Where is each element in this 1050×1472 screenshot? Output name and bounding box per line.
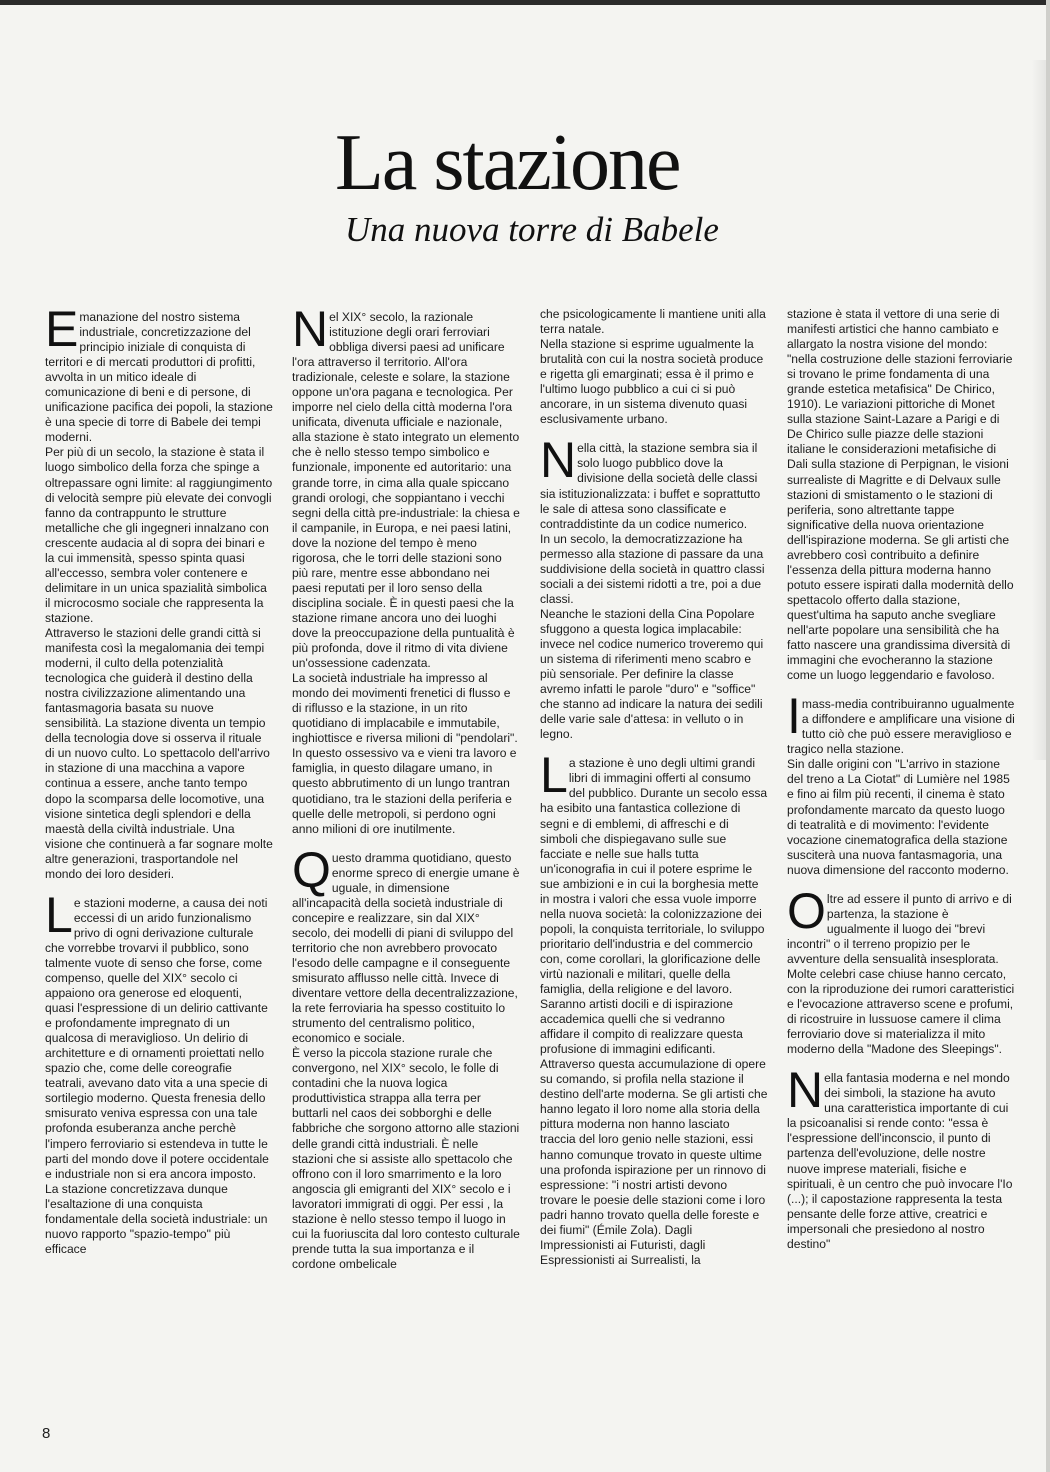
article-title: La stazione xyxy=(335,119,680,207)
paragraph: Attraverso questa accumulazione di opere su comando, si profila nella stazione il destino dell'arte moderna. Se gli artisti che hanno legato il loro nome alla storia della pittura moderna non hanno lasciato traccia del loro genio nelle stazioni, essi hanno comunque trovato in queste ultime una profonda ispirazione per un rinnovo di espressione: "i nostri artisti devono trovare le poesie delle stazioni come i loro padri hanno trovato quella delle foreste e dei fiumi" (Émile Zola). Dagli Impressionisti ai Futuristi, dagli Espressionisti ai Surrealisti, la xyxy=(540,1057,768,1267)
text-column-3 xyxy=(540,307,768,1268)
drop-cap: L xyxy=(540,747,568,804)
page-right-edge xyxy=(1046,0,1050,1472)
paragraph: È verso la piccola stazione rurale che convergono, nel XIX° secolo, le folle di contadini che la nuova logica produttivistica strappa alla terra per buttarli nel caos dei sobborghi e delle fabbriche che sorgono attorno alle stazioni delle grandi città industriali. È nelle stazioni che si assiste allo spettacolo che offrono con il loro smarrimento e la loro angoscia gli emigranti del XIX° secolo e i lavoratori immigrati di oggi. Per essi , la stazione è nello stesso tempo il luogo in cui la fuoriuscita dal loro contesto culturale prende tutta la sua importanza e il cordone ombelicale xyxy=(292,1046,520,1271)
text-column-4 xyxy=(787,307,1015,1252)
section-gap xyxy=(787,683,1015,697)
paragraph xyxy=(45,301,273,445)
paragraph-text: el XIX° secolo, la razionale istituzione degli orari ferroviari obbliga diversi paesi ad unificare l'ora attraverso il territorio. All'ora tradizionale, celeste e solare, la stazione oppone un'ora pagana e tecnologica. Per imporre nel cielo della città moderna l'ora unificata, divenuta ufficiale e nazionale, alla stazione è stato integrato un elemento che è nello stesso tempo simbolico e funzionale, imponente ed autoritario: una grande torre, in cima alla quale spiccano grandi orologi, che soppiantano i vecchi segni della città pre-industriale: la chiesa e il campanile, in Europa, e nei paesi latini, dove la nozione del tempo è meno rigorosa, che le torri delle stazioni sono più rare, mentre esse abbondano nei paesi reputati per il loro senso della disciplina sociale. È in questi paesi che la stazione rimane ancora uno dei luoghi dove la preoccupazione della puntualità è più profonda, dove il ritmo di vita diviene un'ossessione cadenzata. xyxy=(292,310,520,671)
paragraph: stazione è stata il vettore di una serie di manifesti artistici che hanno cambiato e allargato la nostra visione del mondo: "nella costruzione delle stazioni ferroviarie si trovano le prime fondamenta di una grande estetica metafisica" De Chirico, 1910). Le variazioni pittoriche di Monet sulla stazione Saint-Lazare a Parigi e di De Chirico sulle piazze delle stazioni italiane le considerazioni metafisiche di Dali sulla stazione di Perpignan, le visioni surrealiste di Magritte e di Delvaux sulle stazioni di smistamento o le stazioni di periferia, sono altrettante tappe significative della nuova orientazione dell'ispirazione moderna. Se gli artisti che avrebbero così contribuito a definire l'essenza della pittura moderna hanno potuto essere ispirati dalla modernità dello spettacolo offerto dalla stazione, quest'ultima ha saputo anche svegliare nell'arte popolare una sensibilità che ha fatto nascere una grandissima diversità di immagini che evocheranno la stazione come un luogo leggendario e favoloso. xyxy=(787,307,1014,683)
drop-cap: I xyxy=(787,688,801,745)
paragraph: Sin dalle origini con "L'arrivo in stazione del treno a La Ciotat" di Lumière nel 1985 e fino ai film più recenti, il cinema è stato profondamente marcato da questo luogo di teatralità e di movimento: l'evidente vocazione cinematografica della stazione susciterà una nuova fantasmagoria, una nuova dimensione del racconto moderno. xyxy=(787,757,1010,877)
paragraph: Attraverso le stazioni delle grandi città si manifesta così la megalomania dei tempi moderni, il culto della potenzialità tecnologica che guiderà il destino della nostra civilizzazione alimentando una fantasmagoria basata su nuove sensibilità. La stazione diventa un tempio della tecnologia dove si osserva il rituale di un nuovo culto. Lo spettacolo dell'arrivo in stazione di una macchina a vapore continua a essere, anche tanto tempo dopo la scomparsa delle locomotive, una visione sintetica degli splendori e della maestà della civiltà industriale. Una visione che continuerà a far sognare molte altre generazioni, trasportandole nel mondo dei loro desideri. xyxy=(45,625,273,881)
text-column-2 xyxy=(292,301,520,1272)
drop-cap: O xyxy=(787,882,826,939)
paragraph: Saranno artisti docili e di ispirazione accademica quelli che si vedranno affidare il compito di realizzare questa profusione di immagini edificanti. xyxy=(540,997,743,1057)
page-top-edge xyxy=(0,0,1050,5)
paragraph: Nella stazione si esprime ugualmente la brutalità con cui la nostra società produce e rigetta gli emarginati; essa è il primo e l'ultimo luogo pubblico a cui ci si può ancorare, in un sistema divenuto quasi esclusivamente urbano. xyxy=(540,337,764,427)
paragraph: Neanche le stazioni della Cina Popolare sfuggono a questa logica implacabile: invece nel codice numerico troveremo qui un sistema di riferimenti meno scabro e più sensoriale. Per definire la classe avremo infatti le parole "duro" e "soffice" che stanno ad indicare la natura dei sedili delle varie sale d'attesa: in velluto o in legno. xyxy=(540,606,764,742)
paragraph xyxy=(787,882,1015,1058)
drop-cap: N xyxy=(292,301,329,357)
page-number: 8 xyxy=(42,1425,51,1442)
text-column-1 xyxy=(45,301,273,1257)
paragraph-text: ltre ad essere il punto di arrivo e di partenza, la stazione è ugualmente il luogo dei "brevi incontri" o il terreno propizio per le avventure della sensualità insesplorata. Molte celebri case chiuse hanno cercato, con la riproduzione dei rumori caratteristici e l'evocazione attraverso scene e profumi, di ricostruire in lussuose camere il clima ferroviario dove si materializza il mito moderno della "Madone des Sleepings". xyxy=(787,891,1015,1057)
drop-cap: N xyxy=(540,432,577,489)
paragraph xyxy=(292,841,520,1047)
paragraph-text: ella fantasia moderna e nel mondo dei simboli, la stazione ha avuto una caratteristica importante di cui la psicoanalisi si rende conto: "essa è l'espressione dell'inconscio, il punto di partenza dell'evoluzione, delle nostre nuove imprese materiali, fisiche e spirituali, è un centro che può invocare l'Io (...); il capostazione rappresenta la testa pensante delle forze attive, creatrici e impersonali che presiedono al nostro destino" xyxy=(787,1071,1013,1251)
paragraph xyxy=(45,886,273,1182)
paragraph-text: mass-media contribuiranno ugualmente a diffondere e amplificare una visione di tutto ciò che può essere meraviglioso e tragico nella stazione. xyxy=(787,697,1015,757)
paragraph: La stazione concretizzava dunque l'esaltazione di una conquista fondamentale della società industriale: un nuovo rapporto "spazio-tempo" più efficace xyxy=(45,1181,268,1256)
paragraph-text: uesto dramma quotidiano, questo enorme spreco di energie umane è uguale, in dimensione all'incapacità della società industriale di concepire e realizzare, sin dal XIX° secolo, dei modelli di piani di sviluppo del territorio che non avrebbero provocato l'esodo delle campagne e il conseguente smisurato afflusso nelle città. Invece di diventare vettore della decentralizzazione, la rete ferroviaria ha spesso costituito lo strumento del centralismo politico, economico e sociale. xyxy=(292,850,520,1046)
paragraph-text: ella città, la stazione sembra sia il solo luogo pubblico dove la divisione della società delle classi sia istituzionalizzata: i buffet e soprattutto le sale di attesa sono classificate e contraddistinte da un codice numerico. xyxy=(540,441,761,531)
paragraph xyxy=(540,747,768,997)
paragraph: In un secolo, la democratizzazione ha permesso alla stazione di passare da una suddivisione della società in quattro classi sociali a dei sistemi ridotti a tre, poi a due classi. xyxy=(540,531,765,606)
drop-cap: N xyxy=(787,1062,824,1119)
paragraph-text: a stazione è uno degli ultimi grandi libri di immagini offerti al consumo del pubblico. Durante un secolo essa ha esibito una fantastica collezione di segni e di emblemi, di affreschi e di simboli che dispiegavano sulle sue facciate e nelle sue halls tutta un'iconografia in cui il potere esprime le sue ambizioni e in cui la borghesia mette in mostra i valori che essa vuole imporre nella nuova società: la colonizzazione dei popoli, la conquista territoriale, lo sviluppo prioritario dell'industria e del commercio con, come corollari, la glorificazione delle virtù nazionali e militari, quelle della famiglia, della religione e del lavoro. xyxy=(540,756,768,997)
section-gap xyxy=(540,742,768,756)
drop-cap: L xyxy=(45,886,73,943)
paragraph xyxy=(787,1062,1015,1252)
paragraph: Per più di un secolo, la stazione è stata il luogo simbolico della forza che spinge a oltrepassare ogni limite: al raggiungimento di velocità sempre più elevate dei convogli fanno da contrappunto le strutture metalliche che gli ingegneri innalzano con crescente audacia al di sopra dei binari e la cui immensità, spesso spinta quasi all'eccesso, sembra voler contenere e delimitare in un unica spazialità simbolica il microcosmo sociale che rappresenta la stazione. xyxy=(45,445,273,625)
section-gap xyxy=(45,882,273,896)
paragraph-text: e stazioni moderne, a causa dei noti eccessi di un arido funzionalismo privo di ogni derivazione culturale che vorrebbe trovarvi il pubblico, sono talmente vuote di senso che forse, come compenso, quelle del XIX° secolo ci appaiono ora generose ed eloquenti, quasi l'espressione di un delirio cattivante e profondamente impregnato di un qualcosa di meraviglioso. Un delirio di architetture e di ornamenti proiettati nello spazio che, come delle coreografie teatrali, avevano dato vita a una specie di sortilegio moderno. Questa frenesia dello smisurato veniva espressa con una tale profonda esuberanza anche perchè l'impero ferroviario si estendeva in tutte le parti del mondo dove il potere occidentale e industriale non si era ancora imposto. xyxy=(45,895,269,1181)
drop-cap: Q xyxy=(292,841,331,898)
paragraph xyxy=(292,301,520,671)
drop-cap: E xyxy=(45,301,79,357)
paragraph xyxy=(787,688,1015,757)
paragraph: La società industriale ha impresso al mondo dei movimenti frenetici di flusso e di riflusso e la stazione, in un rito quotidiano di implacabile e immutabile, inghiottisce e riversa milioni di "pendolari". In questo ossessivo va e vieni tra lavoro e famiglia, in questo dilagare umano, in questo abbrutimento di un lungo trantran quotidiano, tra le stazioni della periferia e quelle delle metropoli, si perdono ogni anno milioni di ore inutilmente. xyxy=(292,671,518,836)
paragraph-text: manazione del nostro sistema industriale, concretizzazione del principio iniziale di conquista di territori e di mercati produttori di profitti, avvolta in un mitico ideale di comunicazione di beni e di persone, di unificazione pacifica dei popoli, la stazione è una specie di torre di Babele dei tempi moderni. xyxy=(45,310,273,445)
show-through-shadow xyxy=(1032,60,1046,760)
article-subtitle: Una nuova torre di Babele xyxy=(345,210,719,249)
paragraph: che psicologicamente li mantiene uniti alla terra natale. xyxy=(540,307,766,337)
paragraph xyxy=(540,432,768,531)
